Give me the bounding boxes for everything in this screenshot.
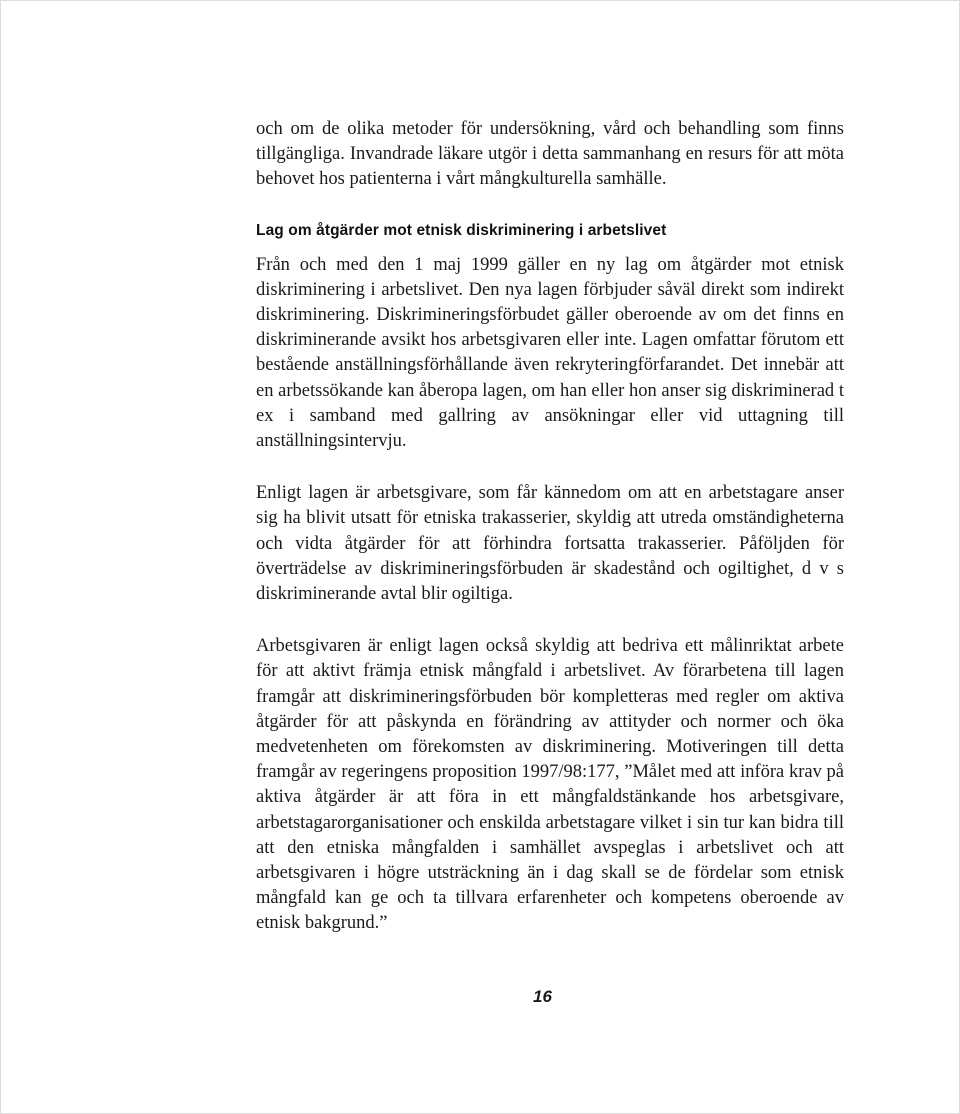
text-column — [256, 117, 844, 937]
body-paragraph: Från och med den 1 maj 1999 gäller en ny lag om åtgärder mot etnisk diskriminering i arbetslivet. Den nya lagen förbjuder såväl direkt som indirekt diskriminering. Diskrimineringsförbudet gäller oberoende av om det finns en diskriminerande avsikt hos arbetsgivaren eller inte. Lagen omfattar förutom ett bestående anställningsförhållande även rekryteringförfarandet. Det innebär att en arbetssökande kan åberopa lagen, om han eller hon anser sig diskriminerad t ex i samband med gallring av ansökningar eller vid uttagning till anställningsintervju. — [256, 254, 844, 452]
body-paragraph: Arbetsgivaren är enligt lagen också skyldig att bedriva ett målinriktat arbete för att aktivt främja etnisk mångfald i arbetslivet. Av förarbetena till lagen framgår att diskrimineringsförbuden bör kompletteras med regler om aktiva åtgärder för att påskynda en förändring av attityder och normer och öka medvetenheten om förekomsten av diskriminering. Motiveringen till detta framgår av regeringens proposition 1997/98:177, ”Målet med att införa krav på aktiva åtgärder är att föra in ett mångfaldstänkande hos arbetsgivare, arbetstagarorganisationer och enskilda arbetstagare vilket i sin tur kan bidra till att den etniska mångfalden i samhället avspeglas i arbetslivet och att arbetsgivaren i högre utsträckning än i dag skall se de fördelar som etnisk mångfald kan ge och ta tillvara erfarenheter och kompetens oberoende av etnisk bakgrund.” — [256, 636, 844, 934]
body-paragraph: och om de olika metoder för undersökning, vård och behandling som finns tillgängliga. Invandrade läkare utgör i detta sammanhang en resurs för att möta behovet hos patienterna i vårt mångkulturella samhälle. — [256, 119, 844, 190]
body-paragraph: Enligt lagen är arbetsgivare, som får kännedom om att en arbetstagare anser sig ha blivit utsatt för etniska trakasserier, skyldig att utreda omständigheterna och vidta åtgärder för att förhindra fortsatta trakasserier. Påföljden för överträdelse av diskrimineringsförbuden är skadestånd och ogiltighet, d v s diskriminerande avtal blir ogiltiga. — [256, 483, 844, 605]
section-heading: Lag om åtgärder mot etnisk diskriminering i arbetslivet — [256, 221, 667, 239]
page-number: 16 — [533, 987, 552, 1006]
